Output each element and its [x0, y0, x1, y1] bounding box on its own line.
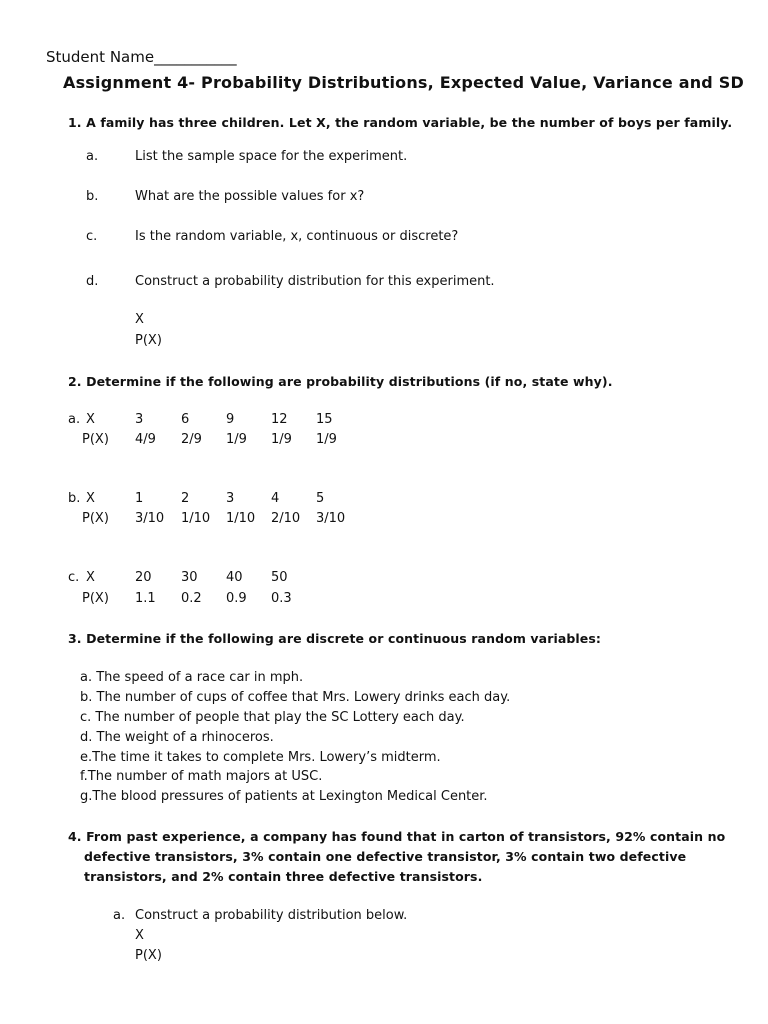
q2-table-label: b.: [68, 491, 81, 506]
q4-stem-line: 4. From past experience, a company has found that in carton of transistors, 92% contain no: [68, 829, 726, 844]
q3-stem: 3. Determine if the following are discrete or continuous random variables:: [68, 631, 602, 646]
q4-stem-line: transistors, and 2% contain three defective transistors.: [84, 869, 483, 884]
q2-table-x-cell: 5: [316, 491, 325, 506]
q2-table-x-cell: 50: [271, 570, 288, 585]
q1-a-label: a.: [86, 149, 99, 164]
q3-item: a. The speed of a race car in mph.: [80, 670, 304, 685]
q2-table-x-cell: 2: [181, 491, 190, 506]
q2-table-px-cell: 1/9: [271, 432, 292, 447]
q1-b-text: What are the possible values for x?: [135, 189, 365, 204]
q4-a-text: Construct a probability distribution below.: [135, 908, 408, 923]
q2-table-x-cell: 1: [135, 491, 144, 506]
q3-item: b. The number of cups of coffee that Mrs. Lowery drinks each day.: [80, 690, 511, 705]
q1-px-label: P(X): [135, 333, 162, 348]
q2-table-px-label: P(X): [82, 511, 109, 526]
q2-table-px-label: P(X): [82, 432, 109, 447]
q4-stem-line: defective transistors, 3% contain one defective transistor, 3% contain two defective: [84, 849, 687, 864]
q2-table-px-cell: 1.1: [135, 591, 156, 606]
q2-table-x-cell: 30: [181, 570, 198, 585]
q2-table-px-cell: 0.2: [181, 591, 202, 606]
q2-table-px-cell: 3/10: [135, 511, 165, 526]
q2-table-x-label: X: [86, 491, 95, 506]
q1-d-text: Construct a probability distribution for this experiment.: [135, 274, 495, 289]
student-name-line: Student Name___________: [46, 48, 237, 66]
q3-item: g.The blood pressures of patients at Lexington Medical Center.: [80, 789, 488, 804]
q2-table-px-cell: 1/9: [226, 432, 247, 447]
q4-px-label: P(X): [135, 948, 162, 963]
q2-table-label: c.: [68, 570, 80, 585]
q2-table-px-cell: 3/10: [316, 511, 346, 526]
q4-x-label: X: [135, 928, 144, 943]
q2-table-x-cell: 9: [226, 412, 235, 427]
q2-table-px-cell: 1/9: [316, 432, 337, 447]
q2-table-x-cell: 6: [181, 412, 190, 427]
q2-table-px-cell: 0.9: [226, 591, 247, 606]
q4-a-label: a.: [113, 908, 126, 923]
q1-stem: 1. A family has three children. Let X, the random variable, be the number of boys per family.: [68, 115, 733, 130]
q1-c-label: c.: [86, 229, 98, 244]
q2-table-px-cell: 2/10: [271, 511, 301, 526]
q2-table-px-cell: 2/9: [181, 432, 202, 447]
q2-table-px-cell: 4/9: [135, 432, 156, 447]
q1-a-text: List the sample space for the experiment.: [135, 149, 408, 164]
q2-table-x-cell: 12: [271, 412, 288, 427]
q3-item: e.The time it takes to complete Mrs. Lowery’s midterm.: [80, 750, 441, 765]
q1-d-label: d.: [86, 274, 99, 289]
q2-table-x-label: X: [86, 570, 95, 585]
q2-table-x-cell: 40: [226, 570, 243, 585]
q2-table-px-cell: 1/10: [226, 511, 256, 526]
q2-table-px-label: P(X): [82, 591, 109, 606]
q3-item: c. The number of people that play the SC Lottery each day.: [80, 710, 465, 725]
q2-table-x-cell: 20: [135, 570, 152, 585]
q2-table-label: a.: [68, 412, 81, 427]
assignment-title: Assignment 4- Probability Distributions, Expected Value, Variance and SD: [63, 73, 744, 92]
q1-c-text: Is the random variable, x, continuous or discrete?: [135, 229, 459, 244]
q2-table-x-cell: 15: [316, 412, 333, 427]
q2-table-x-label: X: [86, 412, 95, 427]
q2-table-x-cell: 4: [271, 491, 280, 506]
q1-b-label: b.: [86, 189, 99, 204]
q2-table-x-cell: 3: [226, 491, 235, 506]
q3-item: f.The number of math majors at USC.: [80, 769, 323, 784]
q2-table-x-cell: 3: [135, 412, 144, 427]
q2-table-px-cell: 1/10: [181, 511, 211, 526]
q3-item: d. The weight of a rhinoceros.: [80, 730, 274, 745]
q1-x-label: X: [135, 312, 144, 327]
q2-table-px-cell: 0.3: [271, 591, 292, 606]
q2-stem: 2. Determine if the following are probability distributions (if no, state why).: [68, 374, 613, 389]
